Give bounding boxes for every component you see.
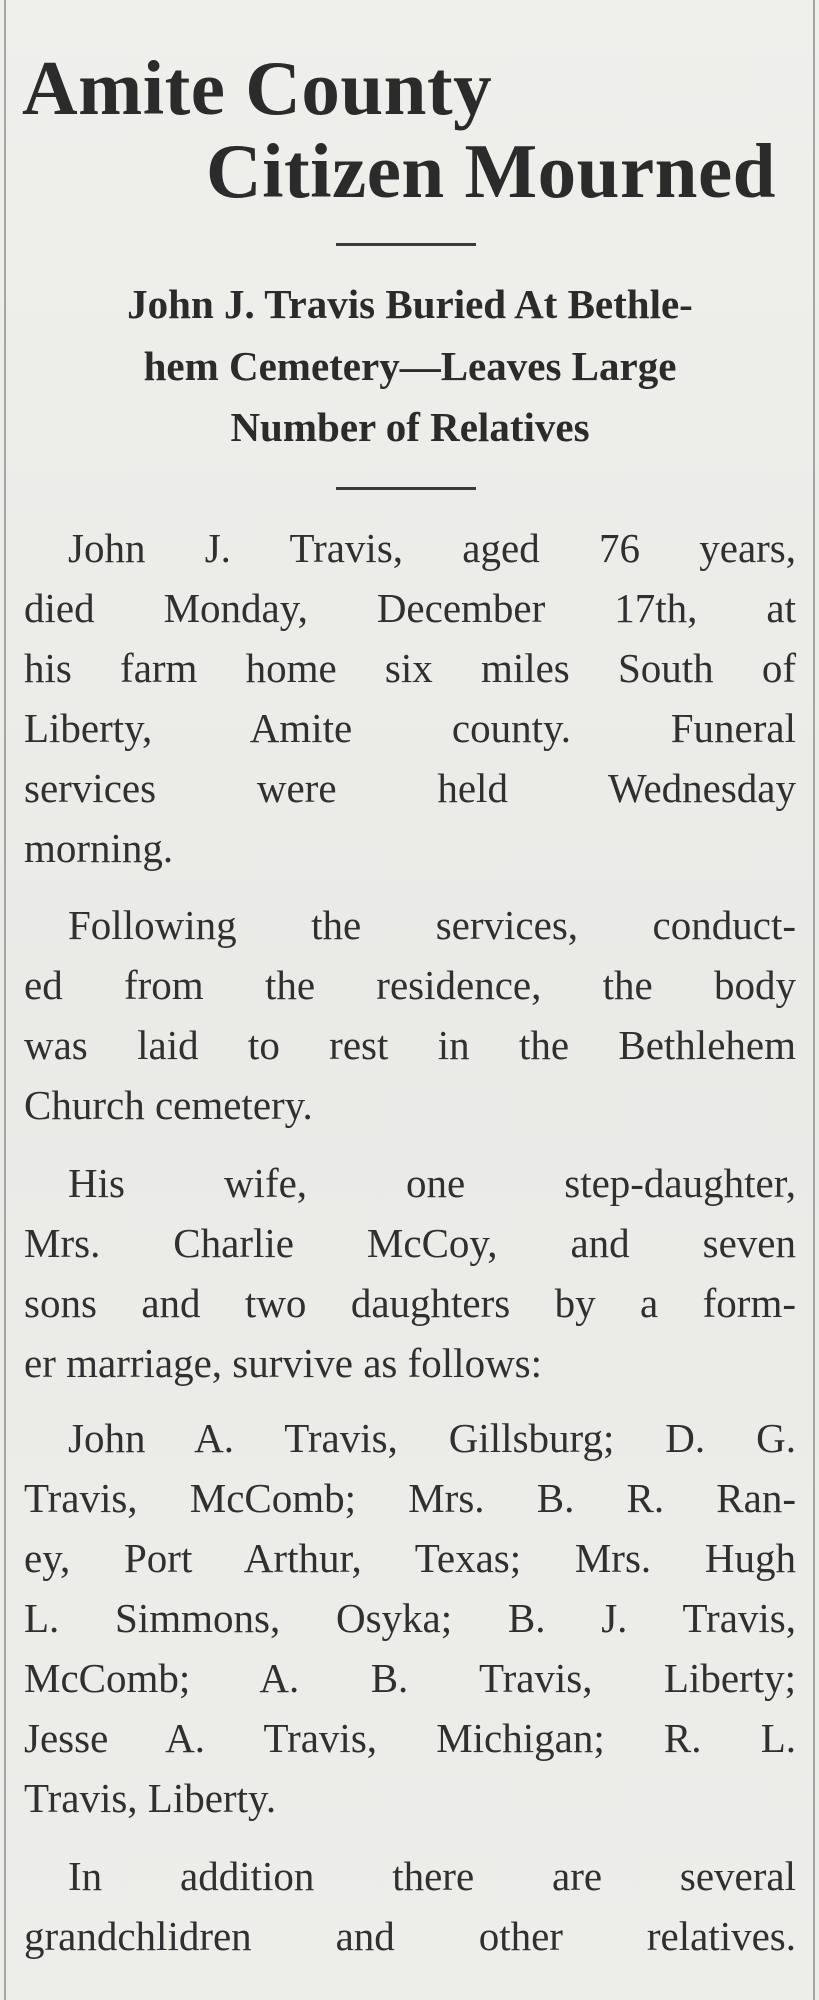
body-text-line: grandchlidren and other relatives. (24, 1913, 796, 1959)
body-text-line: McComb; A. B. Travis, Liberty; (24, 1655, 796, 1701)
body-text-line: His wife, one step-daughter, (68, 1160, 796, 1206)
subheadline-line-1: John J. Travis Buried At Bethle- (127, 281, 693, 327)
body-text-line: John J. Travis, aged 76 years, (68, 525, 796, 571)
headline-divider (336, 243, 476, 246)
headline-line-2: Citizen Mourned (206, 128, 776, 214)
body-text-line: sons and two daughters by a form- (24, 1280, 796, 1326)
body-text-line: his farm home six miles South of (24, 645, 796, 691)
body-text-line: Following the services, conduct- (68, 902, 796, 948)
body-text-line: John A. Travis, Gillsburg; D. G. (68, 1415, 796, 1461)
body-text-line: Mrs. Charlie McCoy, and seven (24, 1220, 796, 1266)
column-rule-right (813, 0, 815, 2000)
subheadline-line-2: hem Cemetery—Leaves Large (143, 343, 677, 389)
body-text-line: In addition there are several (68, 1853, 796, 1899)
body-text-line: Jesse A. Travis, Michigan; R. L. (24, 1715, 796, 1761)
body-text-line: services were held Wednesday (24, 765, 796, 811)
subheadline-divider (336, 487, 476, 490)
body-text-line: ey, Port Arthur, Texas; Mrs. Hugh (24, 1535, 796, 1581)
subheadline-line-3: Number of Relatives (230, 404, 590, 450)
body-text-line: was laid to rest in the Bethlehem (24, 1022, 796, 1068)
body-text-line: Church cemetery. (24, 1082, 313, 1128)
body-text-line: er marriage, survive as follows: (24, 1340, 543, 1386)
body-text-line: Travis, Liberty. (24, 1775, 277, 1821)
body-text-line: died Monday, December 17th, at (24, 585, 796, 631)
body-text-line: ed from the residence, the body (24, 962, 796, 1008)
body-text-line: morning. (24, 825, 174, 871)
column-rule-left (4, 0, 6, 2000)
headline-line-1: Amite County (22, 45, 493, 131)
body-text-line: L. Simmons, Osyka; B. J. Travis, (24, 1595, 796, 1641)
body-text-line: Liberty, Amite county. Funeral (24, 705, 796, 751)
body-text-line: Travis, McComb; Mrs. B. R. Ran- (24, 1475, 796, 1521)
